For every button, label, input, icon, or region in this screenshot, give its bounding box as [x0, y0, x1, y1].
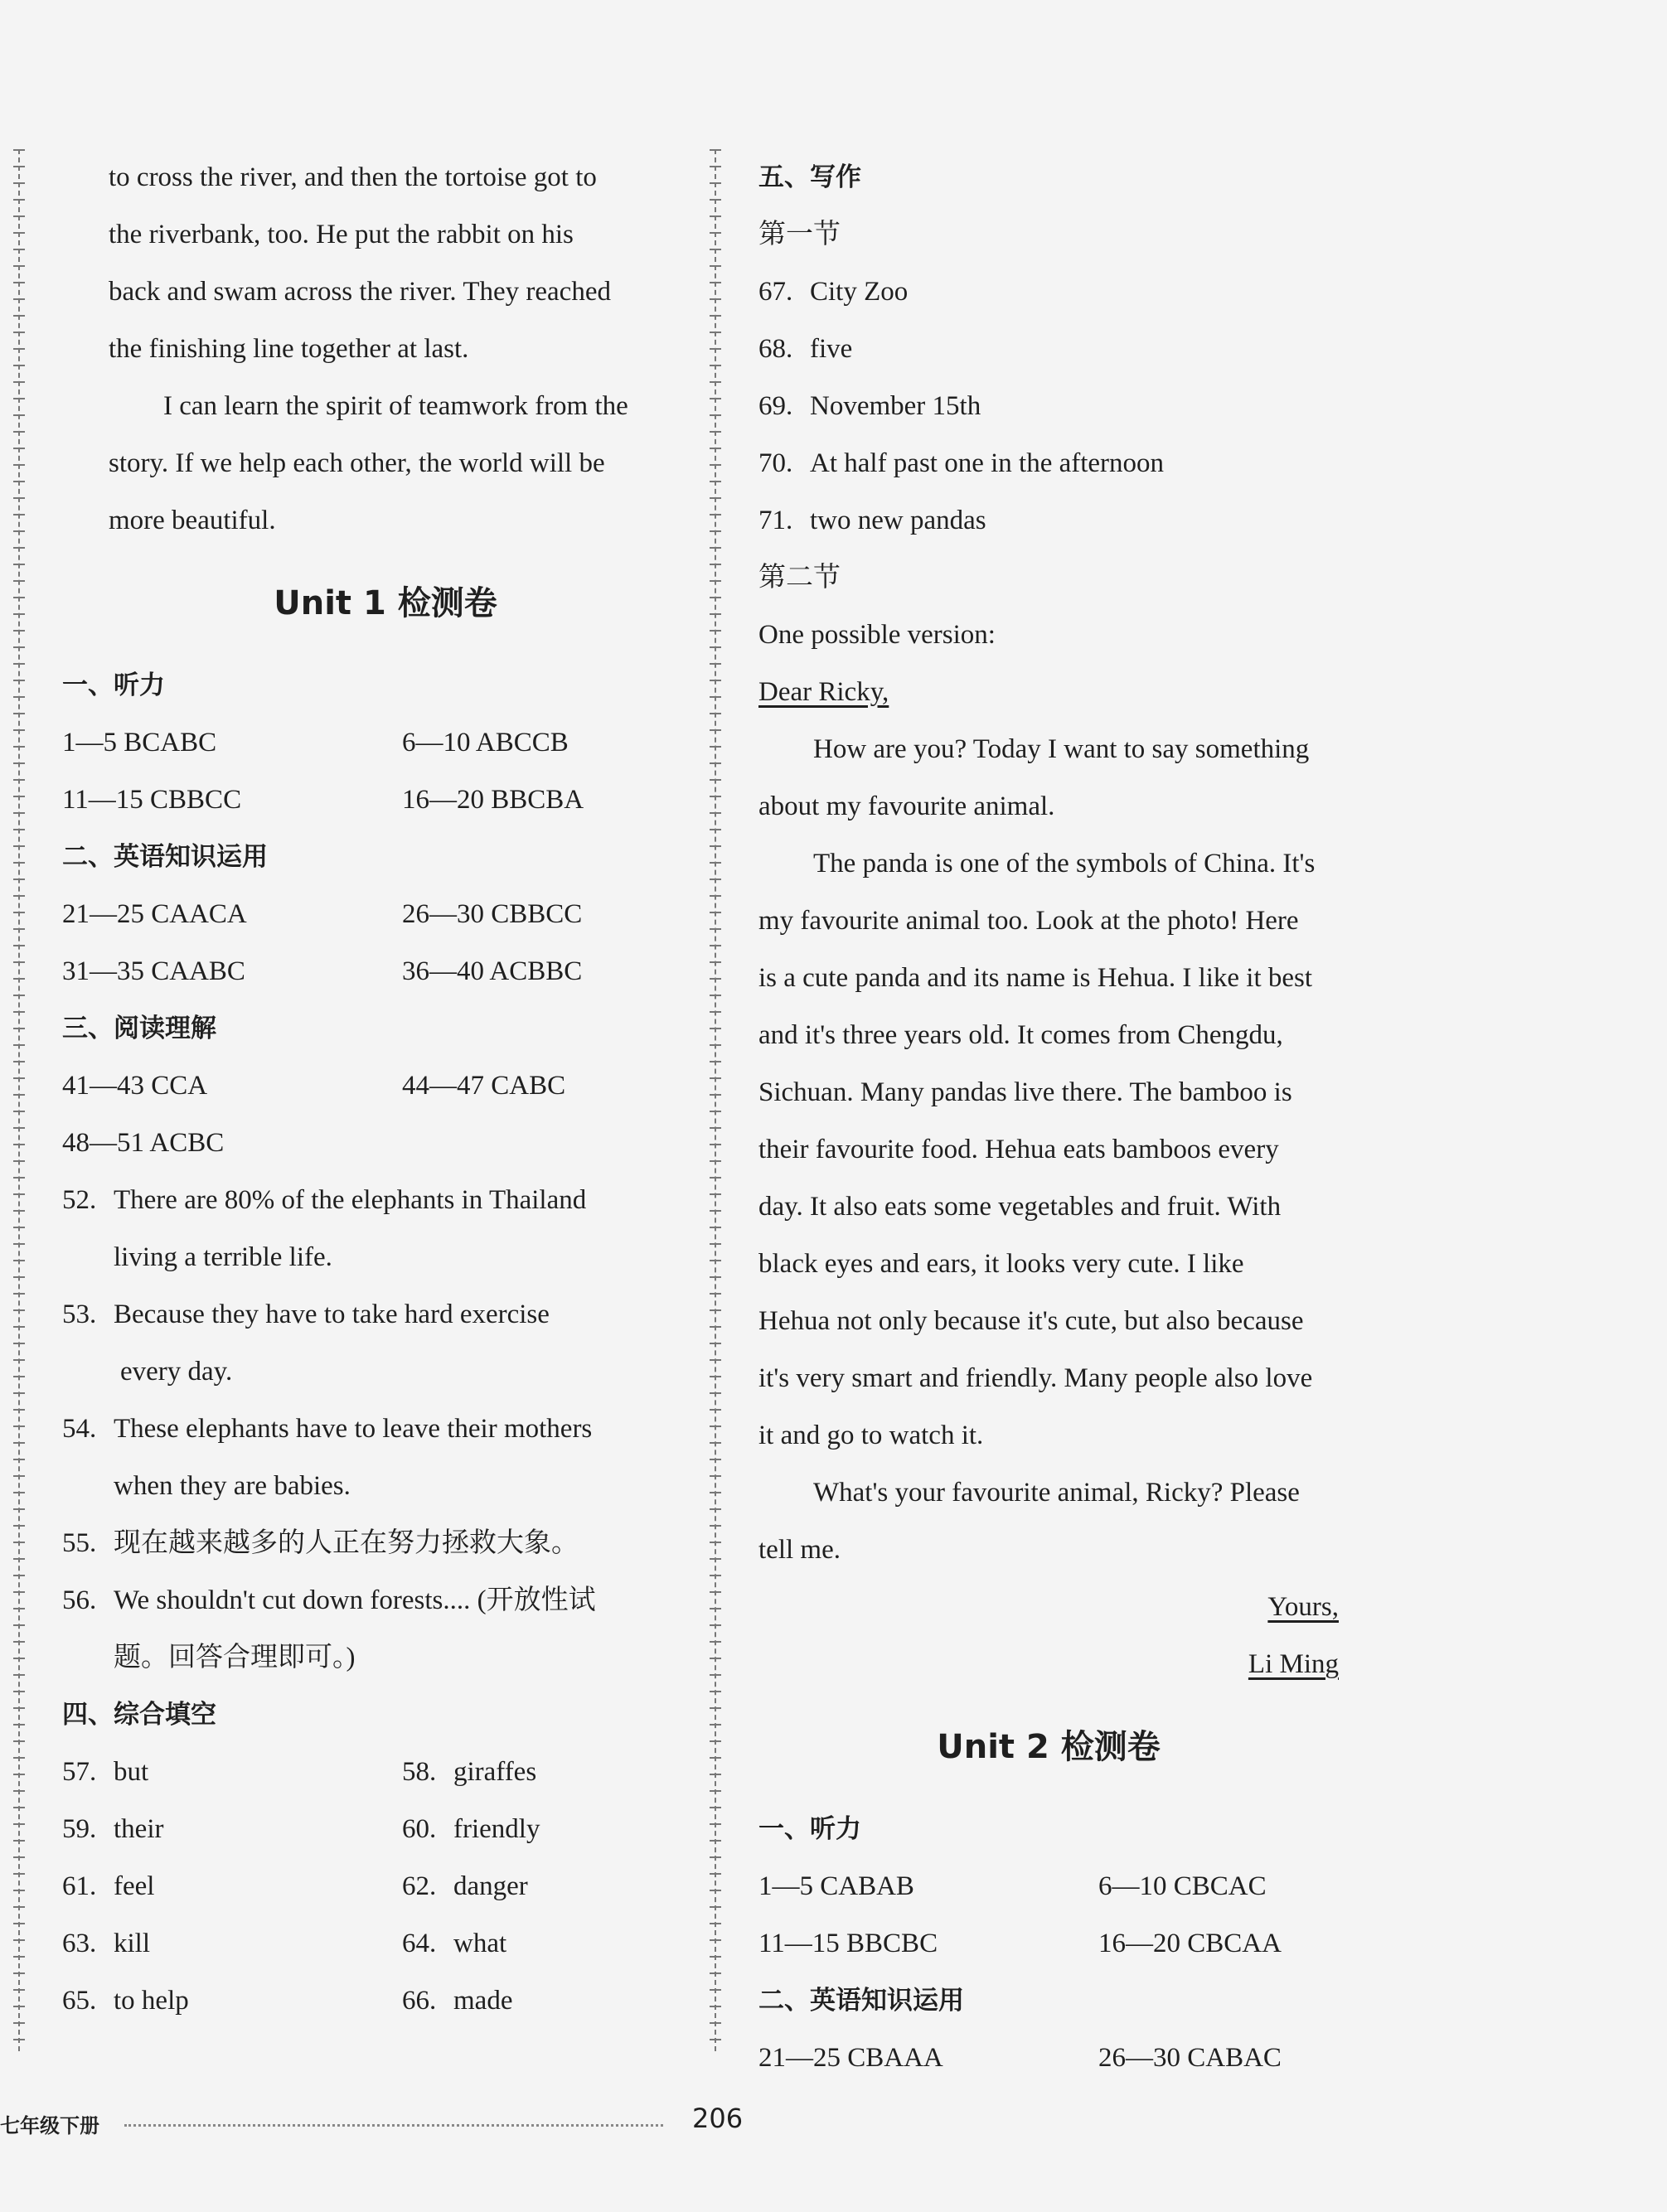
question-52 [62, 1172, 676, 1229]
section-cloze: 四、综合填空 [62, 1700, 216, 1730]
letter-closing: Yours, [1267, 1592, 1339, 1622]
letter-line: black eyes and ears, it looks very cute. I like [758, 1249, 1244, 1279]
story-ending [62, 149, 676, 549]
answer-row [62, 1115, 676, 1172]
answer-cell: 31—35 CAABC [62, 956, 245, 986]
letter-signature: Li Ming [1248, 1649, 1339, 1679]
answer-cell: 41—43 CCA [62, 1071, 208, 1101]
answer-word: feel [114, 1871, 155, 1901]
left-column [62, 149, 676, 2030]
grade-label: 七年级下册 [0, 2114, 99, 2137]
cloze-row [62, 1972, 676, 2030]
moral-line: I can learn the spirit of teamwork from the [163, 391, 628, 421]
answer-row [62, 1058, 676, 1115]
answer-cell: 21—25 CBAAA [758, 2043, 943, 2073]
answer-cell: 1—5 BCABC [62, 728, 217, 758]
page-number: 206 [692, 2103, 744, 2134]
answer-cell [402, 1115, 676, 1172]
question-number: 69. [758, 391, 793, 421]
answer-row [62, 943, 676, 1000]
moral-line: story. If we help each other, the world will be [109, 448, 605, 478]
answer-cell: 6—10 CBCAC [1098, 1871, 1267, 1901]
moral-line: more beautiful. [109, 506, 276, 535]
answer-row [758, 2030, 1372, 2087]
question-number: 62. [402, 1871, 437, 1901]
answer-continuation: when they are babies. [114, 1471, 351, 1501]
answer-69 [758, 378, 1372, 435]
answer-cell: 26—30 CBBCC [402, 899, 583, 929]
answer-word: to help [114, 1986, 189, 2016]
answer-word: but [114, 1757, 149, 1787]
answer-cell: 21—25 CAACA [62, 899, 247, 929]
question-53 [62, 1286, 676, 1343]
answer-cell: 16—20 BBCBA [402, 785, 584, 815]
answer-cell: 1—5 CABAB [758, 1871, 914, 1901]
section-listening: 一、听力 [758, 1814, 861, 1844]
center-binding-dashes [715, 149, 718, 2051]
question-number: 66. [402, 1986, 437, 2016]
answer-70 [758, 435, 1372, 492]
letter-line: tell me. [758, 1535, 841, 1565]
answer-word: made [453, 1986, 513, 2016]
section-reading: 三、阅读理解 [62, 1014, 216, 1043]
possible-version-label: One possible version: [758, 620, 996, 650]
letter-line: it and go to watch it. [758, 1421, 984, 1450]
question-number: 56. [62, 1585, 97, 1615]
question-number: 61. [62, 1871, 97, 1901]
right-column [758, 149, 1372, 2087]
answer-word: friendly [453, 1814, 540, 1844]
unit2-title: Unit 2 检测卷 [937, 1728, 1161, 1766]
answer-cell: 26—30 CABAC [1098, 2043, 1282, 2073]
question-number: 65. [62, 1986, 97, 2016]
answer-68 [758, 321, 1372, 378]
answer-cell: 36—40 ACBBC [402, 956, 583, 986]
answer-text: November 15th [810, 391, 981, 421]
answer-continuation: living a terrible life. [114, 1242, 332, 1272]
answer-67 [758, 264, 1372, 321]
answer-word: their [114, 1814, 164, 1844]
question-number: 52. [62, 1185, 97, 1215]
letter-line: Sichuan. Many pandas live there. The bamboo is [758, 1077, 1292, 1107]
answer-word: what [453, 1929, 507, 1958]
story-line: the finishing line together at last. [109, 334, 469, 364]
unit1-title: Unit 1 检测卷 [274, 584, 497, 622]
story-line: the riverbank, too. He put the rabbit on his [109, 220, 574, 249]
answer-row [62, 714, 676, 772]
footer-dotted-rule [124, 2124, 663, 2127]
cloze-row [62, 1858, 676, 1915]
answer-cell: 16—20 CBCAA [1098, 1929, 1282, 1958]
answer-text: These elephants have to leave their mothers [114, 1414, 593, 1444]
answer-text: Because they have to take hard exercise [114, 1300, 550, 1329]
story-line: back and swam across the river. They reached [109, 277, 611, 307]
letter-salutation: Dear Ricky, [758, 677, 889, 707]
answer-text: At half past one in the afternoon [810, 448, 1165, 478]
cloze-row [62, 1915, 676, 1972]
answer-word: giraffes [453, 1757, 537, 1787]
answer-row [758, 1915, 1372, 1972]
letter-line: and it's three years old. It comes from Chengdu, [758, 1020, 1283, 1050]
letter-line: How are you? Today I want to say something [813, 734, 1310, 764]
answer-row [62, 772, 676, 829]
question-number: 63. [62, 1929, 97, 1958]
cloze-row [62, 1801, 676, 1858]
question-number: 58. [402, 1757, 437, 1787]
question-number: 57. [62, 1757, 97, 1787]
question-number: 55. [62, 1528, 97, 1558]
answer-cell: 11—15 CBBCC [62, 785, 242, 815]
part-two-label: 第二节 [758, 563, 841, 593]
answer-cell: 44—47 CABC [402, 1071, 566, 1101]
section-english-knowledge: 二、英语知识运用 [758, 1986, 964, 2016]
letter-line: it's very smart and friendly. Many people also love [758, 1363, 1313, 1393]
page-footer [0, 2103, 1667, 2142]
letter-line: day. It also eats some vegetables and fruit. With [758, 1192, 1282, 1222]
question-number: 70. [758, 448, 793, 478]
answer-cell: 48—51 ACBC [62, 1128, 225, 1158]
answer-71 [758, 492, 1372, 549]
answer-cell: 6—10 ABCCB [402, 728, 569, 758]
question-number: 54. [62, 1414, 97, 1444]
question-number: 71. [758, 506, 793, 535]
letter-line: my favourite animal too. Look at the photo! Here [758, 906, 1299, 936]
answer-row [62, 886, 676, 943]
question-55 [62, 1515, 676, 1572]
section-writing: 五、写作 [758, 162, 861, 192]
letter-line: about my favourite animal. [758, 791, 1055, 821]
question-number: 67. [758, 277, 793, 307]
answer-word: kill [114, 1929, 151, 1958]
left-binding-dashes [18, 149, 22, 2051]
letter-line: their favourite food. Hehua eats bamboos every [758, 1135, 1279, 1164]
answer-text: five [810, 334, 853, 364]
question-56 [62, 1572, 676, 1629]
answer-text: two new pandas [810, 506, 986, 535]
answer-word: danger [453, 1871, 528, 1901]
answer-text: We shouldn't cut down forests.... (开放性试 [114, 1585, 596, 1615]
answer-continuation: 题。回答合理即可。) [114, 1643, 356, 1672]
cloze-row [62, 1744, 676, 1801]
letter-line: What's your favourite animal, Ricky? Please [813, 1478, 1300, 1508]
section-english-knowledge: 二、英语知识运用 [62, 842, 268, 872]
question-number: 64. [402, 1929, 437, 1958]
answer-text: There are 80% of the elephants in Thailand [114, 1185, 587, 1215]
question-number: 60. [402, 1814, 437, 1844]
part-one-label: 第一节 [758, 220, 841, 249]
question-number: 68. [758, 334, 793, 364]
answer-continuation: every day. [120, 1357, 233, 1387]
story-line: to cross the river, and then the tortoise got to [109, 162, 597, 192]
letter-line: is a cute panda and its name is Hehua. I like it best [758, 963, 1313, 993]
question-number: 53. [62, 1300, 97, 1329]
answer-text: 现在越来越多的人正在努力拯救大象。 [114, 1528, 579, 1558]
section-listening: 一、听力 [62, 670, 165, 700]
question-number: 59. [62, 1814, 97, 1844]
letter-line: Hehua not only because it's cute, but also because [758, 1306, 1304, 1336]
question-54 [62, 1401, 676, 1458]
answer-cell: 11—15 BBCBC [758, 1929, 938, 1958]
letter-line: The panda is one of the symbols of China. It's [813, 849, 1316, 879]
answer-text: City Zoo [810, 277, 909, 307]
answer-row [758, 1858, 1372, 1915]
